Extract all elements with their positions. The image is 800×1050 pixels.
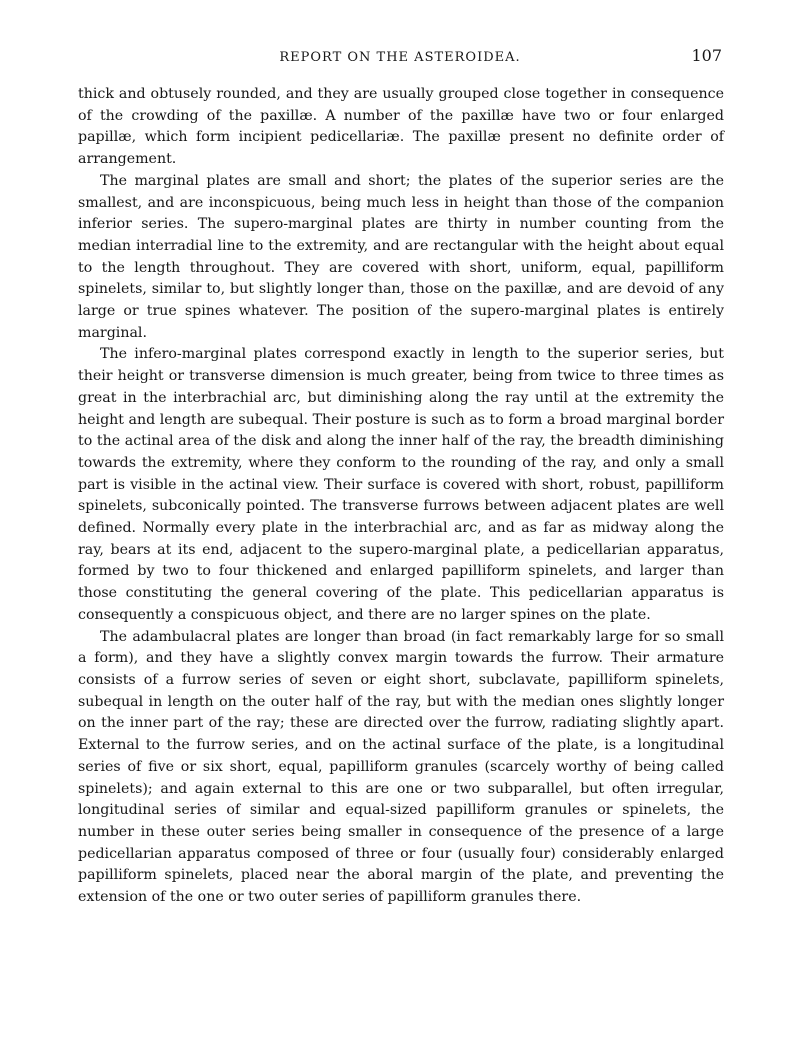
- paragraph-infero-marginal-plates: The infero-marginal plates correspond exactly in length to the superior series, but their height or transverse dimension is much greater, being from twice to three times as great in the interbrachial arc, but diminishing along the ray until at the extremity the height and length are subequal. Their posture is such as to form a broad marginal border to the actinal area of the disk and along the inner half of the ray, the breadth diminishing towards the extremity, where they conform to the rounding of the ray, and only a small part is visible in the actinal view. Their surface is covered with short, robust, papilliform spinelets, subconically pointed. The transverse furrows between adjacent plates are well defined. Normally every plate in the interbrachial arc, and as far as midway along the ray, bears at its end, adjacent to the supero-marginal plate, a pedicellarian apparatus, formed by two to four thickened and enlarged papilliform spinelets, and larger than those constituting the general covering of the plate. This pedicellarian apparatus is consequently a conspicuous object, and there are no larger spines on the plate.: [78, 346, 724, 623]
- paragraph-adambulacral-plates: The adambulacral plates are longer than broad (in fact remarkably large for so small a form), and they have a slightly convex margin towards the furrow. Their armature consists of a furrow series of seven or eight short, subclavate, papilliform spinelets, subequal in length on the outer half of the ray, but with the median ones slightly longer on the inner part of the ray; these are directed over the furrow, radiating slightly apart. External to the furrow series, and on the actinal surface of the plate, is a longitudinal series of five or six short, equal, papilliform granules (scarcely worthy of being called spinelets); and again external to this are one or two subparallel, but often irregular, longitudinal series of similar and equal-sized papilliform granules or spinelets, the number in these outer series being smaller in consequence of the presence of a large pedicellarian apparatus composed of three or four (usually four) considerably enlarged papilliform spinelets, placed near the aboral margin of the plate, and preventing the extension of the one or two outer series of papilliform granules there.: [78, 628, 724, 906]
- paragraph-marginal-plates: The marginal plates are small and short; the plates of the superior series are the smallest, and are inconspicuous, being much less in height than those of the companion inferior series. The supero-marginal plates are thirty in number counting from the median interradial line to the extremity, and are rectangular with the height about equal to the length throughout. They are covered with short, uniform, equal, papilliform spinelets, similar to, but slightly longer than, those on the paxillæ, and are devoid of any large or true spines whatever. The position of the supero-marginal plates is entirely marginal.: [78, 172, 724, 341]
- paragraph-paxillae: thick and obtusely rounded, and they are usually grouped close together in consequence of the crowding of the paxillæ. A number of the paxillæ have two or four enlarged papillæ, which form incipient pedicellariæ. The paxillæ present no definite order of arrangement.: [78, 86, 724, 168]
- running-head: REPORT ON THE ASTEROIDEA.: [279, 50, 521, 65]
- body-text: [78, 84, 724, 909]
- page-number: 107: [691, 46, 722, 65]
- page-header: [0, 46, 800, 70]
